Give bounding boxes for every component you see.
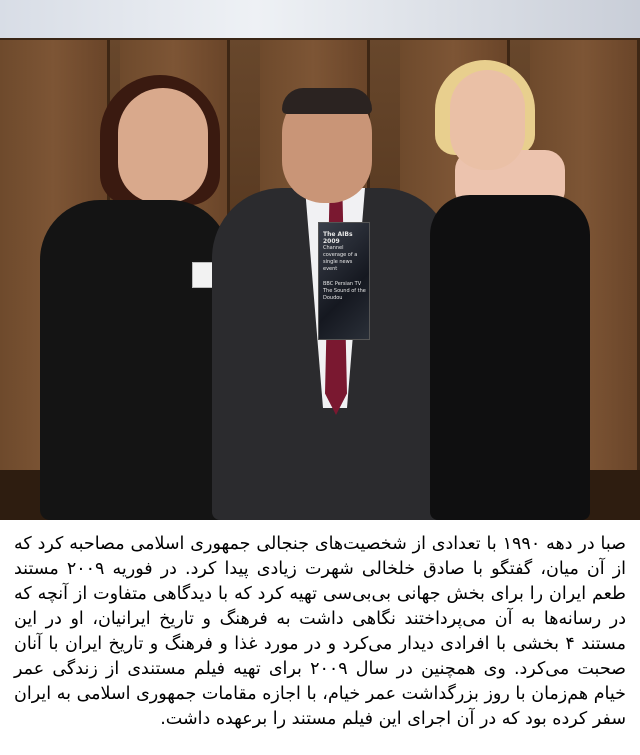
projection-screen [0,0,640,40]
woman-left-dress [40,200,230,520]
caption-text: صبا در دهه ۱۹۹۰ با تعدادی از شخصیت‌های جنجالی جمهوری اسلامی مصاحبه کرد که از آن میان، گفتگو با صادق خلخالی شهرت زیادی پیدا کرد. در فوریه ۲۰۰۹ مستند طعم ایران را برای بخش جهانی بی‌بی‌سی تهیه کرد که با دیدگاهی متفاوت از آنچه که در رسانه‌ها به آن می‌پرداختند نگاهی داشت به فرهنگ و تاریخ ایرانیان، او در این مستند ۴ بخشی با افرادی دیدار می‌کرد و در مورد غذا و فرهنگ و تاریخ ایران با آنان صحبت می‌کرد. وی همچنین در سال ۲۰۰۹ برای تهیه فیلم مستندی از زندگی عمر خیام هم‌زمان با روز بزرگداشت عمر خیام، با اجازه مقامات جمهوری اسلامی به ایران سفر کرده بود که در آن اجرای این فیلم مستند را برعهده داشت. [0,520,640,755]
award-engraving [323,231,367,302]
award-line: BBC Persian TV [323,281,362,287]
man-hair [282,88,372,114]
award-title: The AIBs 2009 [323,231,353,245]
award-line: The Sound of the Doudou [323,288,366,301]
award-line: Channel coverage of a [323,245,358,258]
woman-right-dress [430,195,590,520]
woman-right-face [450,70,525,170]
award-line: single news event [323,259,353,272]
award-trophy [318,222,370,340]
woman-left-face [118,88,208,203]
